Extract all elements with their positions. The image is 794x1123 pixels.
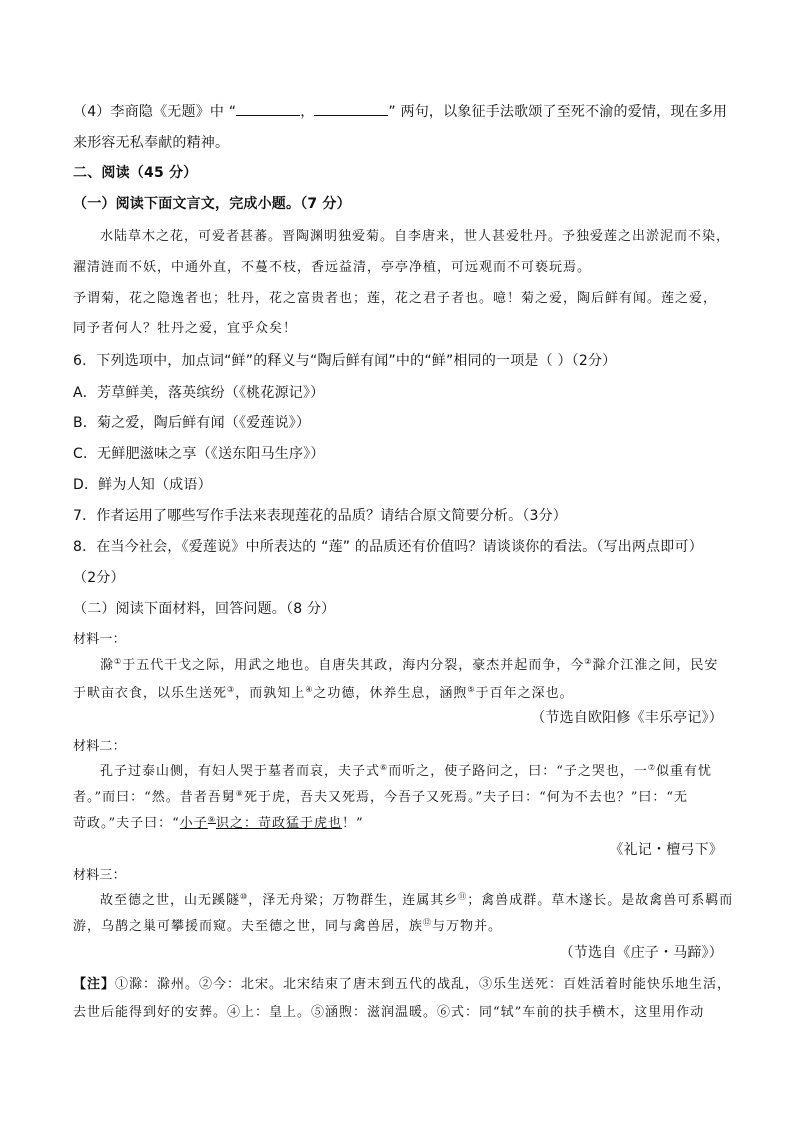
comma: ， — [300, 104, 315, 120]
material-2-line3 — [73, 814, 733, 834]
m3-text: 与万物并。 — [432, 919, 503, 934]
notes-text: ①滁：滁州。②今：北宋。北宋结束了唐末到五代的战乱，③乐生送死：百姓活着时能快乐地生活， — [115, 977, 732, 992]
passage-line: 濯清涟而不妖，中通外直，不蔓不枝，香远益清，亭亭净植，可远观而不可亵玩焉。 — [73, 260, 592, 275]
material-1-label: 材料一： — [73, 632, 126, 647]
option-c[interactable]: C．无鲜肥滋味之享（《送东阳马生序》） — [73, 446, 325, 462]
material-2-source: 《礼记・檀弓下》 — [609, 842, 723, 858]
notes-line2: 去世后能得到好的安葬。④上：皇上。⑤涵煦：滋润温暖。⑥式：同“轼”车前的扶手横木，这里用作动 — [73, 1005, 705, 1020]
m1-text: 之功德，休养生息，涵煦 — [313, 686, 468, 701]
note-ref: ⑦ — [647, 763, 657, 772]
option-d[interactable]: D．鲜为人知（成语） — [73, 477, 212, 493]
option-a[interactable]: A．芳草鲜美，落英缤纷（《桃花源记》） — [73, 385, 325, 401]
note-ref: ⑨ — [207, 815, 216, 824]
m2-text: 者。”而曰：“然。昔者吾舅 — [73, 790, 236, 805]
answer-blank-2[interactable] — [314, 102, 388, 116]
m1-text: 于畎亩衣食，以乐生送死 — [73, 686, 228, 701]
material-3-line2 — [73, 917, 733, 937]
m2-text: ！” — [342, 816, 364, 831]
question-4-line2: 来形容无私奉献的精神。 — [73, 135, 230, 151]
note-ref: ④ — [305, 685, 314, 694]
m2-text: 孔子过泰山侧，有妇人哭于墓者而哀，夫子式 — [100, 764, 381, 779]
m1-text: 滁介江淮之间，民安 — [592, 658, 719, 673]
option-b[interactable]: B．菊之爱，陶后鲜有闻（《爱莲说》） — [73, 415, 311, 431]
m3-text: 游，乌鹊之巢可攀援而窥。夫至德之世，同与禽兽居，族 — [73, 919, 424, 934]
section-2-heading: 二、阅读（45 分） — [73, 165, 198, 181]
notes-line1 — [73, 975, 733, 995]
answer-blank-1[interactable] — [236, 102, 300, 116]
note-ref: ⑩ — [240, 892, 249, 901]
question-6: 6．下列选项中，加点词“鲜”的释义与“陶后鲜有闻”中的“鲜”相同的一项是（ ）（2分） — [73, 353, 617, 369]
passage-line: 予谓菊，花之隐逸者也；牡丹，花之富贵者也；莲，花之君子者也。噫！菊之爱，陶后鲜有闻。莲之爱， — [73, 291, 718, 306]
m3-text: ；禽兽成群。草木遂长。是故禽兽可系羁而 — [467, 893, 734, 908]
note-ref: ① — [114, 657, 123, 666]
note-ref: ⑥ — [380, 763, 389, 772]
material-3-line1 — [100, 891, 733, 911]
part-2-heading: （二）阅读下面材料，回答问题。（8 分） — [73, 601, 336, 617]
material-2-line1 — [100, 762, 733, 782]
note-ref: ⑤ — [467, 685, 476, 694]
m2-text: 似重有忧 — [656, 764, 713, 779]
passage-line: 水陆草木之花，可爱者甚蕃。晋陶渊明独爱菊。自李唐来，世人甚爱牡丹。予独爱莲之出淤泥而不染， — [100, 229, 731, 244]
material-3-source: （节选自《庄子・马蹄》） — [559, 945, 723, 961]
m1-text: ，而孰知上 — [235, 686, 306, 701]
question-7: 7．作者运用了哪些写作手法来表现莲花的品质？请结合原文简要分析。（3分） — [73, 508, 568, 524]
passage-line: 同予者何人？牡丹之爱，宜乎众矣！ — [73, 321, 298, 336]
m1-text: 于五代干戈之际，用武之地也。自唐失其政，海内分裂，豪杰并起而争，今 — [122, 658, 585, 673]
note-ref: ⑪ — [458, 892, 468, 901]
m1-text: 滁 — [100, 658, 115, 673]
m1-text: 于百年之深也。 — [475, 686, 574, 701]
material-1-line2 — [73, 684, 733, 704]
material-2-label: 材料二： — [73, 739, 126, 754]
question-4-text: （4）李商隐《无题》中 “ — [73, 104, 237, 120]
material-1-line1 — [100, 656, 733, 676]
m2-text: 死于虎，吾夫又死焉，今吾子又死焉。”夫子曰：“何为不去也？”曰：“无 — [243, 790, 689, 805]
question-8: 8．在当今社会，《爱莲说》中所表达的 “莲” 的品质还有价值吗？请谈谈你的看法。（写出两点即可） — [73, 539, 703, 555]
question-4-line1 — [73, 102, 733, 122]
m3-text: ，泽无舟梁；万物群生，连属其乡 — [248, 893, 459, 908]
material-1-source: （节选自欧阳修《丰乐亭记》） — [531, 710, 723, 726]
m2-underlined-text: 识之：苛政猛于虎也 — [215, 816, 342, 831]
m2-underlined-text: 小子 — [179, 816, 208, 831]
note-ref: ③ — [227, 685, 236, 694]
question-4-text-tail: ” 两句，以象征手法歌颂了至死不渝的爱情，现在多用 — [388, 104, 728, 120]
material-2-line2 — [73, 788, 733, 808]
note-ref: ⑧ — [235, 789, 244, 798]
part-1-heading: （一）阅读下面文言文，完成小题。（7 分） — [73, 196, 351, 212]
m2-text: 而听之，使子路问之，曰：“子之哭也，一 — [388, 764, 648, 779]
question-8-points: （2分） — [73, 570, 125, 586]
m2-text: 苛政。”夫子曰：“ — [73, 816, 180, 831]
notes-label: 【注】 — [73, 977, 116, 992]
m3-text: 故至德之世，山无蹊隧 — [100, 893, 241, 908]
note-ref: ⑫ — [423, 918, 433, 927]
material-3-label: 材料三： — [73, 868, 126, 883]
note-ref: ② — [584, 657, 593, 666]
